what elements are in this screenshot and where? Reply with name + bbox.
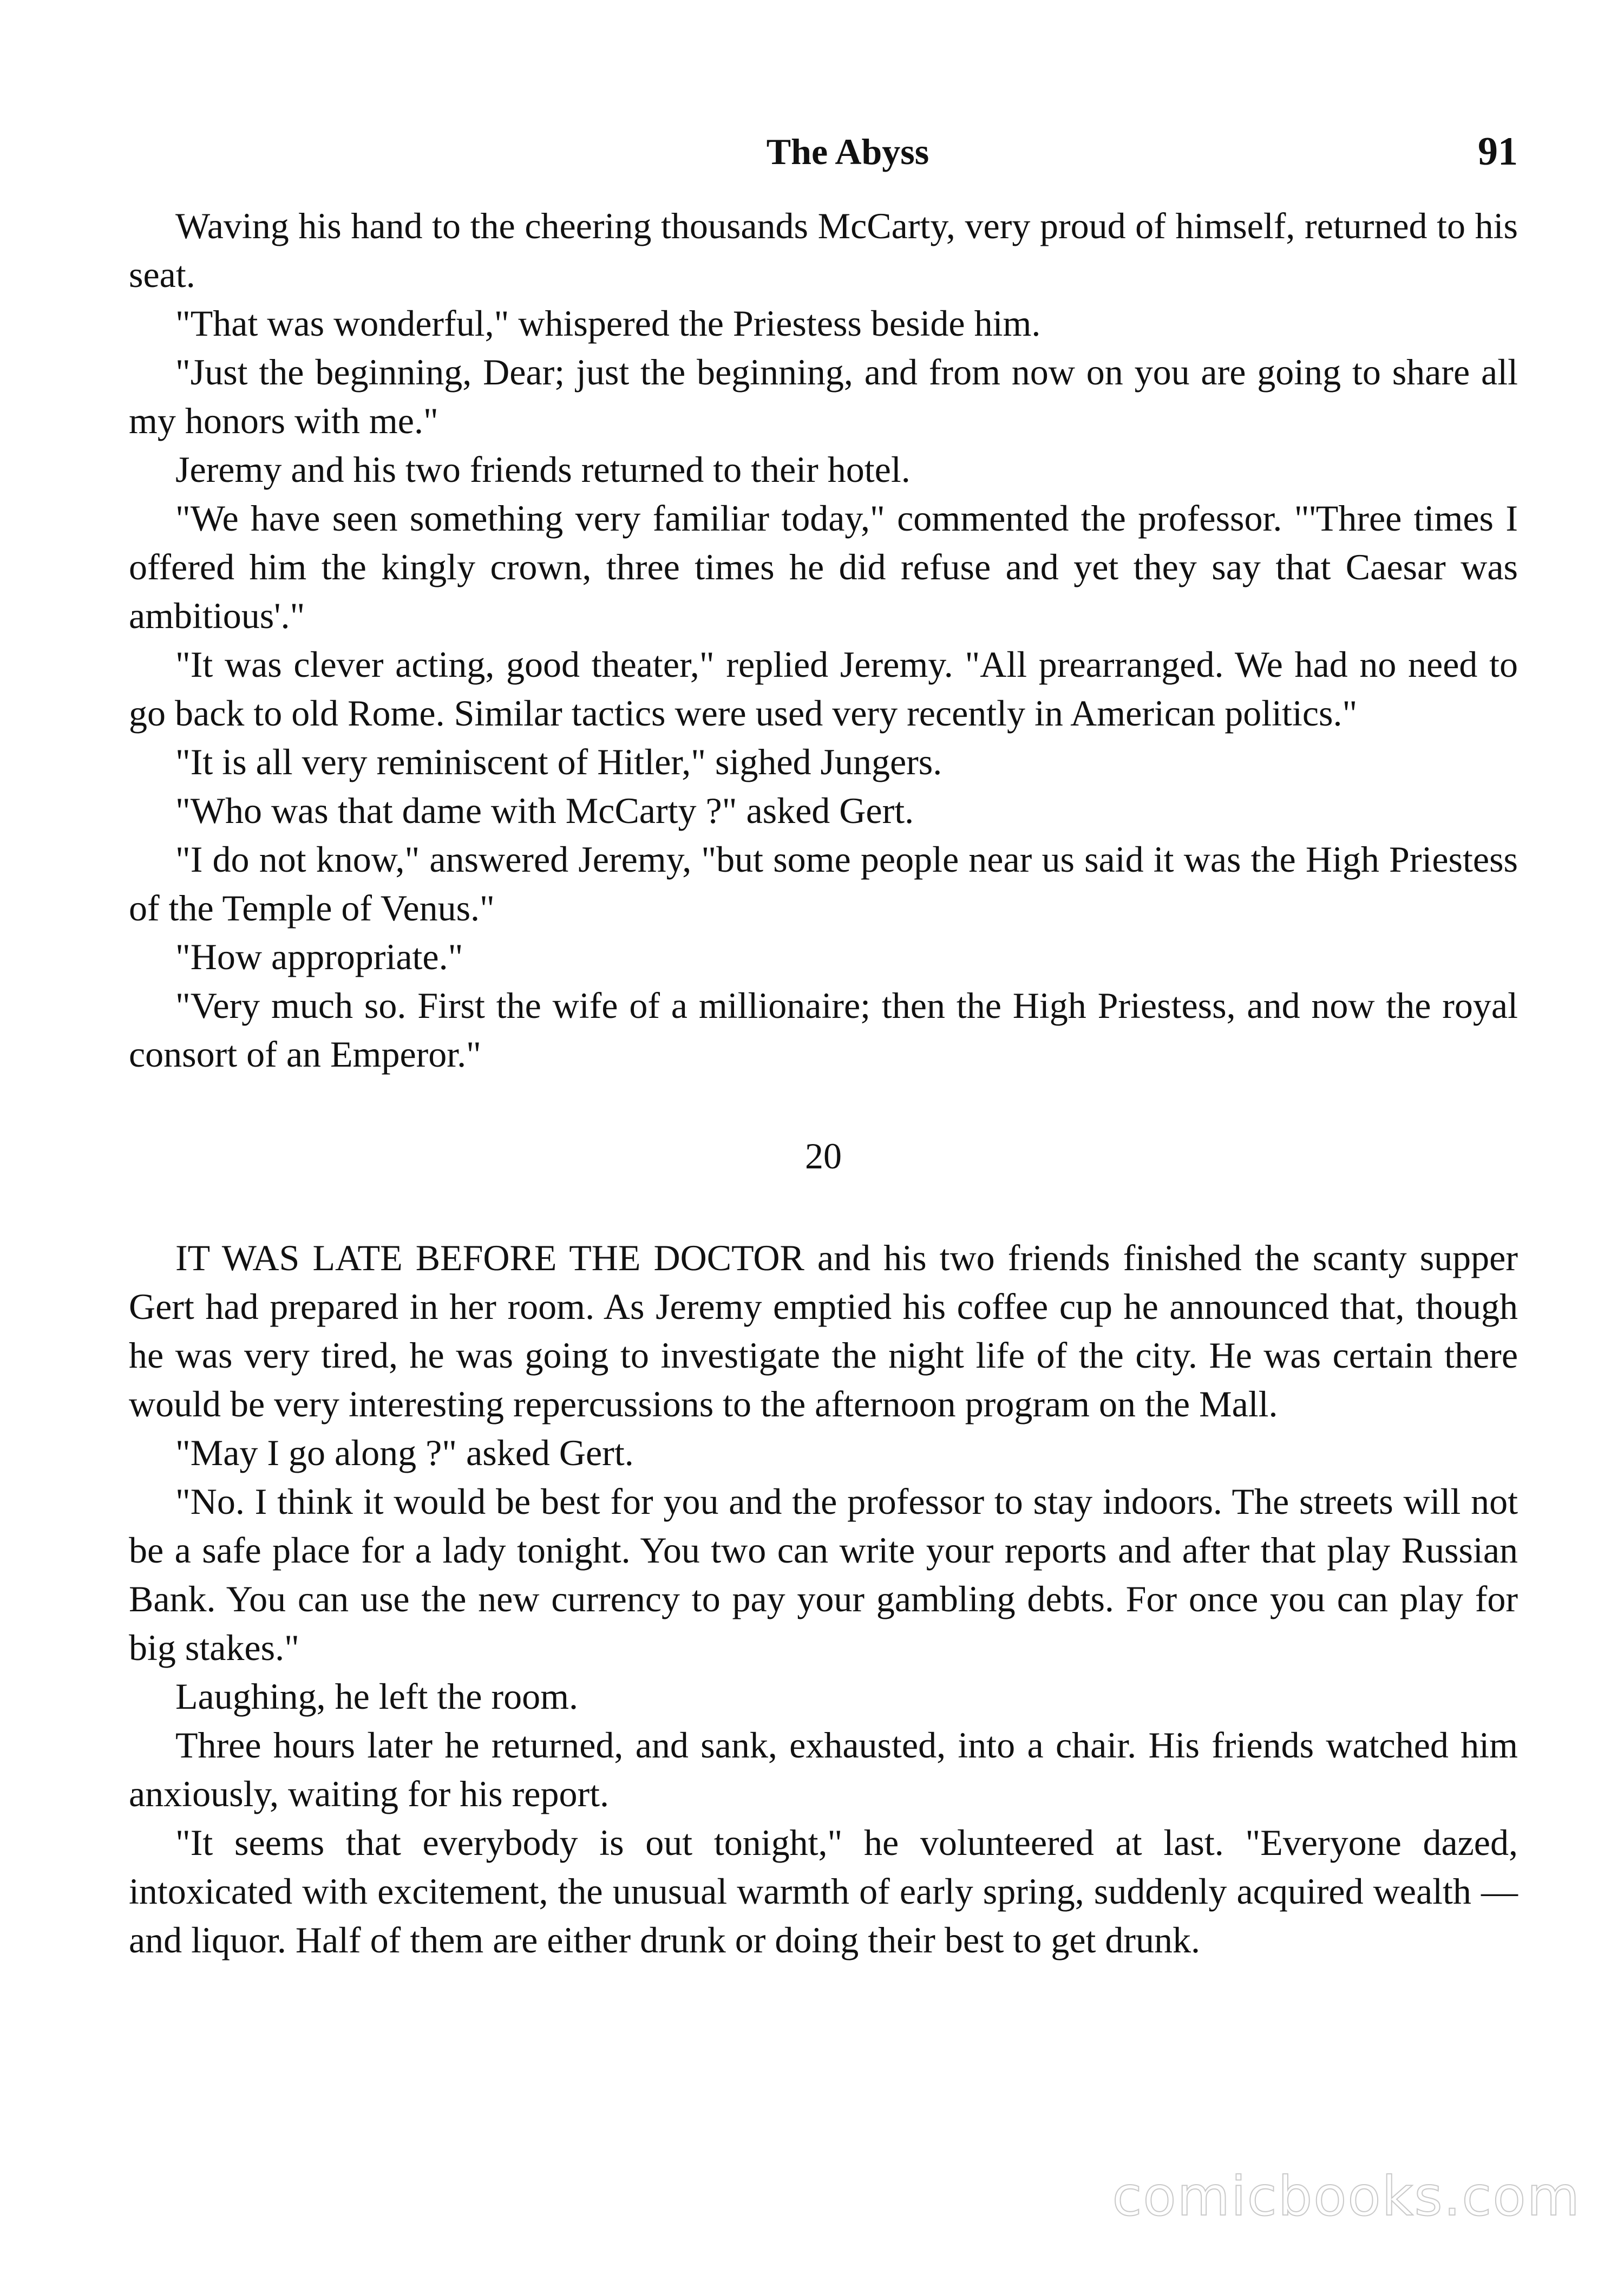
- paragraph: "I do not know," answered Jeremy, "but some people near us said it was the High Priestess of the Temple of Venus.": [129, 839, 1518, 929]
- paragraph: "May I go along ?" asked Gert.: [175, 1432, 634, 1473]
- paragraph: "It was clever acting, good theater," replied Jeremy. "All prearranged. We had no need to go back to old Rome. Similar tactics were used very recently in American politics.": [129, 644, 1518, 734]
- body-text: [129, 201, 1518, 1964]
- page-number: 91: [1478, 129, 1518, 174]
- paragraph: "It seems that everybody is out tonight," he volunteered at last. "Everyone dazed, intoxicated with excitement, the unusual warmth of early spring, suddenly acquired wealth — and liquor. Half of them are either drunk or doing their best to get drunk.: [129, 1822, 1518, 1961]
- paragraph: "We have seen something very familiar today," commented the professor. "'Three times I offered him the kingly crown, three times he did refuse and yet they say that Caesar was ambitious'.": [129, 498, 1518, 636]
- paragraph: "That was wonderful," whispered the Priestess beside him.: [175, 303, 1041, 344]
- paragraph: "How appropriate.": [175, 936, 463, 977]
- paragraph: "Who was that dame with McCarty ?" asked Gert.: [175, 790, 914, 831]
- chapter-number: 20: [805, 1135, 842, 1177]
- watermark: comicbooks.com: [1112, 2165, 1581, 2228]
- paragraph: Waving his hand to the cheering thousands McCarty, very proud of himself, returned to his seat.: [129, 205, 1518, 295]
- page-header: [178, 125, 1518, 190]
- paragraph: "It is all very reminiscent of Hitler," sighed Jungers.: [175, 741, 942, 782]
- paragraph: "Just the beginning, Dear; just the beginning, and from now on you are going to share all my honors with me.": [129, 351, 1518, 441]
- paragraph: Laughing, he left the room.: [175, 1676, 579, 1717]
- paragraph: "No. I think it would be best for you and the professor to stay indoors. The streets will not be a safe place for a lady tonight. You two can write your reports and after that play Russian Bank. You can use the new currency to pay your gambling debts. For once you can play for big stakes.": [129, 1481, 1518, 1668]
- paragraph: Three hours later he returned, and sank, exhausted, into a chair. His friends watched him anxiously, waiting for his report.: [129, 1724, 1518, 1814]
- paragraph: IT WAS LATE BEFORE THE DOCTOR and his two friends finished the scanty supper Gert had prepared in her room. As Jeremy emptied his coffee cup he announced that, though he was very tired, he was going to investigate the night life of the city. He was certain there would be very interesting repercussions to the afternoon program on the Mall.: [129, 1237, 1518, 1424]
- running-title: The Abyss: [766, 131, 929, 172]
- paragraph: "Very much so. First the wife of a millionaire; then the High Priestess, and now the royal consort of an Emperor.": [129, 985, 1518, 1075]
- paragraph: Jeremy and his two friends returned to their hotel.: [175, 449, 911, 490]
